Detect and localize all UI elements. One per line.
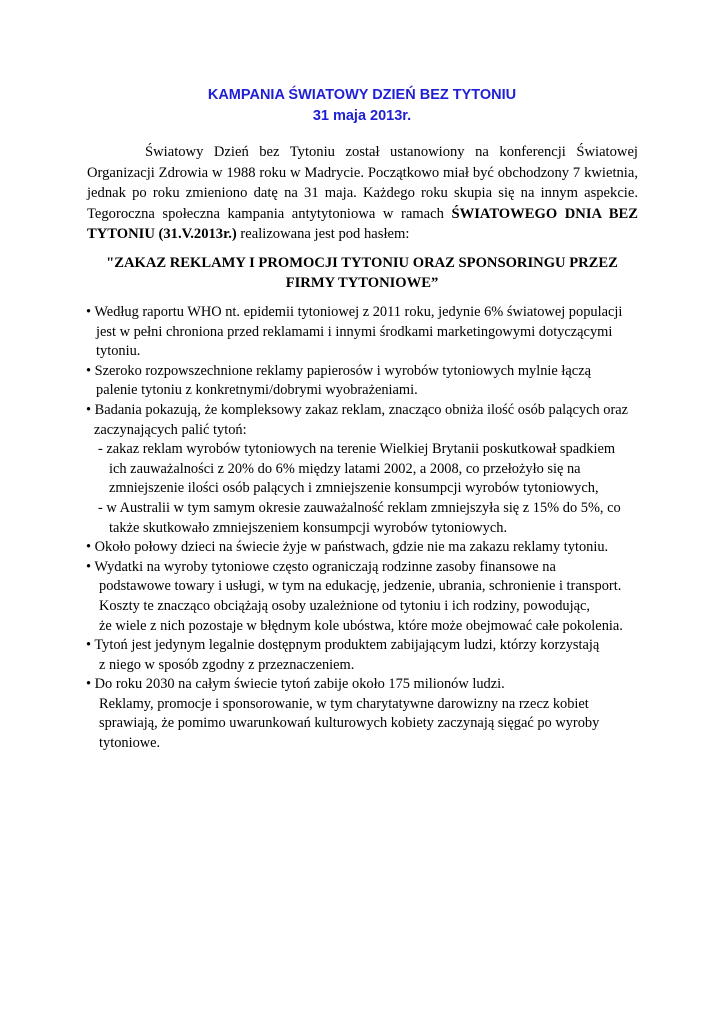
bullet-continuation: podstawowe towary i usługi, w tym na edukację, jedzenie, ubrania, schronienie i transport.	[99, 578, 622, 595]
bullet-line: • Tytoń jest jedynym legalnie dostępnym produktem zabijającym ludzi, którzy korzystają	[86, 637, 600, 654]
intro-line	[87, 204, 638, 225]
bullet-continuation: sprawiają, że pomimo uwarunkowań kulturowych kobiety zaczynają sięgać po wyroby	[99, 715, 600, 732]
bullet-line: • Szeroko rozpowszechnione reklamy papierosów i wyrobów tytoniowych mylnie łączą	[86, 362, 591, 379]
intro-text: realizowana jest pod hasłem:	[236, 226, 410, 242]
sub-bullet-continuation: zmniejszenie ilości osób palących i zmniejszenie konsumpcji wyrobów tytoniowych,	[109, 480, 599, 497]
intro-bold-text: TYTONIU (31.V.2013r.)	[87, 226, 237, 242]
sub-bullet-continuation: także skutkowało zmniejszeniem konsumpcji wyrobów tytoniowych.	[109, 519, 508, 536]
sub-bullet-line: - w Australii w tym samym okresie zauważalność reklam zmniejszyła się z 15% do 5%, co	[98, 499, 621, 516]
sub-bullet-continuation: ich zauważalności z 20% do 6% między latami 2002, a 2008, co przełożyło się na	[109, 460, 581, 477]
intro-line	[87, 224, 638, 245]
document-title: KAMPANIA ŚWIATOWY DZIEŃ BEZ TYTONIU	[207, 87, 517, 103]
bullet-continuation: tytoniowe.	[99, 735, 161, 752]
bullet-line: • Badania pokazują, że kompleksowy zakaz reklam, znacząco obniża ilość osób palących oraz	[86, 401, 629, 418]
bullet-list	[86, 303, 646, 754]
intro-line: Organizacji Zdrowia w 1988 roku w Madrycie. Początkowo miał być obchodzony 7 kwietnia,	[87, 164, 638, 181]
bullet-continuation: Koszty te znacząco obciążają osoby uzależnione od tytoniu i ich rodziny, powodując,	[99, 597, 590, 614]
bullet-continuation: z niego w sposób zgodny z przeznaczeniem.	[99, 656, 355, 673]
bullet-continuation: jest w pełni chroniona przed reklamami i innymi środkami marketingowymi dotyczącymi	[96, 323, 613, 340]
bullet-line: • Do roku 2030 na całym świecie tytoń zabije około 175 milionów ludzi.	[86, 676, 505, 693]
slogan-line: FIRMY TYTONIOWE”	[285, 275, 439, 291]
bullet-continuation: że wiele z nich pozostaje w błędnym kole ubóstwa, które może obejmować całe pokolenia.	[99, 617, 623, 634]
bullet-line: • Według raportu WHO nt. epidemii tytoniowej z 2011 roku, jedynie 6% światowej populacji	[86, 304, 623, 320]
bullet-line: • Około połowy dzieci na świecie żyje w państwach, gdzie nie ma zakazu reklamy tytoniu.	[86, 539, 609, 556]
bullet-continuation: Reklamy, promocje i sponsorowanie, w tym charytatywne darowizny na rzecz kobiet	[99, 695, 589, 712]
intro-paragraph	[87, 142, 638, 245]
intro-text: Tegoroczna społeczna kampania antytytoniowa w ramach	[87, 205, 452, 222]
intro-bold-text: ŚWIATOWEGO DNIA BEZ	[451, 205, 639, 222]
slogan-line: "ZAKAZ REKLAMY I PROMOCJI TYTONIU ORAZ SPONSORINGU PRZEZ	[106, 255, 618, 271]
intro-line: Światowy Dzień bez Tytoniu został ustanowiony na konferencji Światowej	[145, 144, 638, 160]
campaign-slogan	[0, 253, 724, 293]
bullet-line: • Wydatki na wyroby tytoniowe często ograniczają rodzinne zasoby finansowe na	[86, 558, 556, 575]
bullet-continuation: zaczynających palić tytoń:	[94, 421, 247, 438]
bullet-continuation: tytoniu.	[96, 343, 141, 360]
document-date: 31 maja 2013r.	[312, 108, 412, 124]
intro-line: jednak po roku zmieniono datę na 31 maja. Każdego roku skupia się na innym aspekcie.	[87, 185, 638, 201]
sub-bullet-line: - zakaz reklam wyrobów tytoniowych na terenie Wielkiej Brytanii poskutkował spadkiem	[98, 441, 616, 458]
bullet-continuation: palenie tytoniu z konkretnymi/dobrymi wyobrażeniami.	[96, 382, 418, 399]
